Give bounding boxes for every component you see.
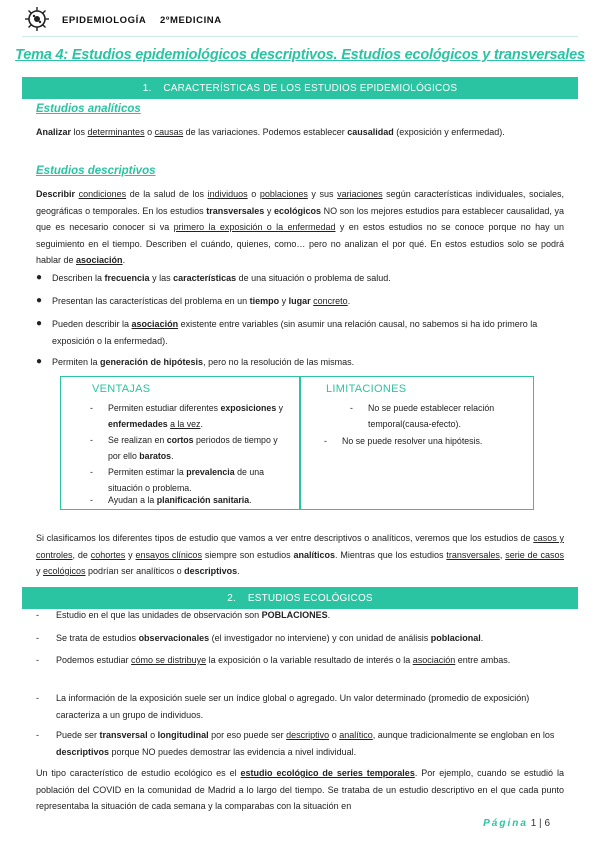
bullet-item: ● Pueden describir la asociación existente entre variables (sin asumir una relación causal, no sabemos si ha ido primero la exposición o la enfermedad). [36,318,538,346]
box-divider [299,376,301,510]
header-course: 2ºMEDICINA [160,15,222,26]
descriptive-paragraph: Describir condiciones de la salud de los individuos o poblaciones y sus variaciones según características individuales, sociales, geográficas o temporales. En los estudios transversales y ecológicos NO son los mejores estudios para establecer causalidad, ya que es necesario conocer si va primero la exposición o la enfermedad y en estos estudios no se conoce porque no hay un seguimiento en el tiempo. Describen el cuándo, quienes, como… pero no analizan el por qué. En estos estudios solo se podrá hablar de asociación. [36,189,564,265]
descriptive-heading: Estudios descriptivos [36,165,156,177]
bullet-item: ● Presentan las características del problema en un tiempo y lugar concreto. [36,295,351,306]
bullet-item: ● Permiten la generación de hipótesis, pero no la resolución de las mismas. [36,356,355,367]
advantages-title: VENTAJAS [92,383,151,395]
topic-title: Tema 4: Estudios epidemiológicos descriptivos. Estudios ecológicos y transversales [15,47,585,63]
page-label: Página [483,818,528,829]
section-2-title: 2. ESTUDIOS ECOLÓGICOS [227,592,373,604]
limitation-item: - No se puede resolver una hipótesis. [324,436,483,446]
advantage-item: - Se realizan en cortos periodos de tiempo y por ello baratos. [90,435,278,461]
ecological-item: - Puede ser transversal o longitudinal por eso puede ser descriptivo o analítico, aunque tradicionalmente se engloban en los descriptivos porque NO puedes demostrar las evidencia a nivel individual. [36,730,555,757]
ecological-item: - La información de la exposición suele ser un índice global o agregado. Un valor determinado (promedio de exposición) caracteriza a un grupo de individuos. [36,693,530,720]
ecological-item: - Podemos estudiar cómo se distribuye la exposición o la variable resultado de interés o la asociación entre ambas. [36,655,511,665]
advantage-item: - Ayudan a la planificación sanitaria. [90,495,252,505]
section-2-band [22,587,578,609]
advantage-item: - Permiten estudiar diferentes exposiciones y enfermedades a la vez. [90,403,284,429]
page-total: 6 [544,818,550,829]
ecological-item: - Se trata de estudios observacionales (el investigador no interviene) y con unidad de análisis poblacional. [36,633,484,643]
advantage-item: - Permiten estimar la prevalencia de una situación o problema. [90,467,264,493]
page-footer: Página 1 | 6 [483,818,550,829]
time-series-paragraph: Un tipo característico de estudio ecológico es el estudio ecológico de series temporales. Por ejemplo, cuando se estudió la población del COVID en la comunidad de Madrid a lo largo del tiempo. Se trataba de un estudio descriptivo en el que cada punto representaba la situación de cada semana y la comparabas con la situación en [36,768,564,811]
analytic-paragraph: Analizar los determinantes o causas de las variaciones. Podemos establecer causalidad (exposición y enfermedad). [36,127,505,137]
virus-logo-icon [24,6,50,32]
header-subject: EPIDEMIOLOGÍA [62,15,147,26]
limitation-item: - No se puede establecer relación temporal(causa-efecto). [350,403,495,429]
analytic-heading: Estudios analíticos [36,103,141,115]
section-1-band [22,77,578,99]
ecological-item: - Estudio en el que las unidades de observación son POBLACIONES. [36,610,331,620]
limitations-title: LIMITACIONES [326,383,407,395]
classification-paragraph: Si clasificamos los diferentes tipos de estudio que vamos a ver entre descriptivos o analíticos, veremos que los estudios de casos y controles, de cohortes y ensayos clínicos siempre son estudios analíticos. Mientras que los estudios transversales, serie de casos y ecológicos podrían ser analíticos o descriptivos. [36,533,565,576]
section-1-title: 1. CARACTERÍSTICAS DE LOS ESTUDIOS EPIDEMIOLÓGICOS [142,82,458,94]
header-rule [22,36,578,37]
bullet-item: ● Describen la frecuencia y las características de una situación o problema de salud. [36,272,391,283]
page-number: 1 [530,818,537,829]
